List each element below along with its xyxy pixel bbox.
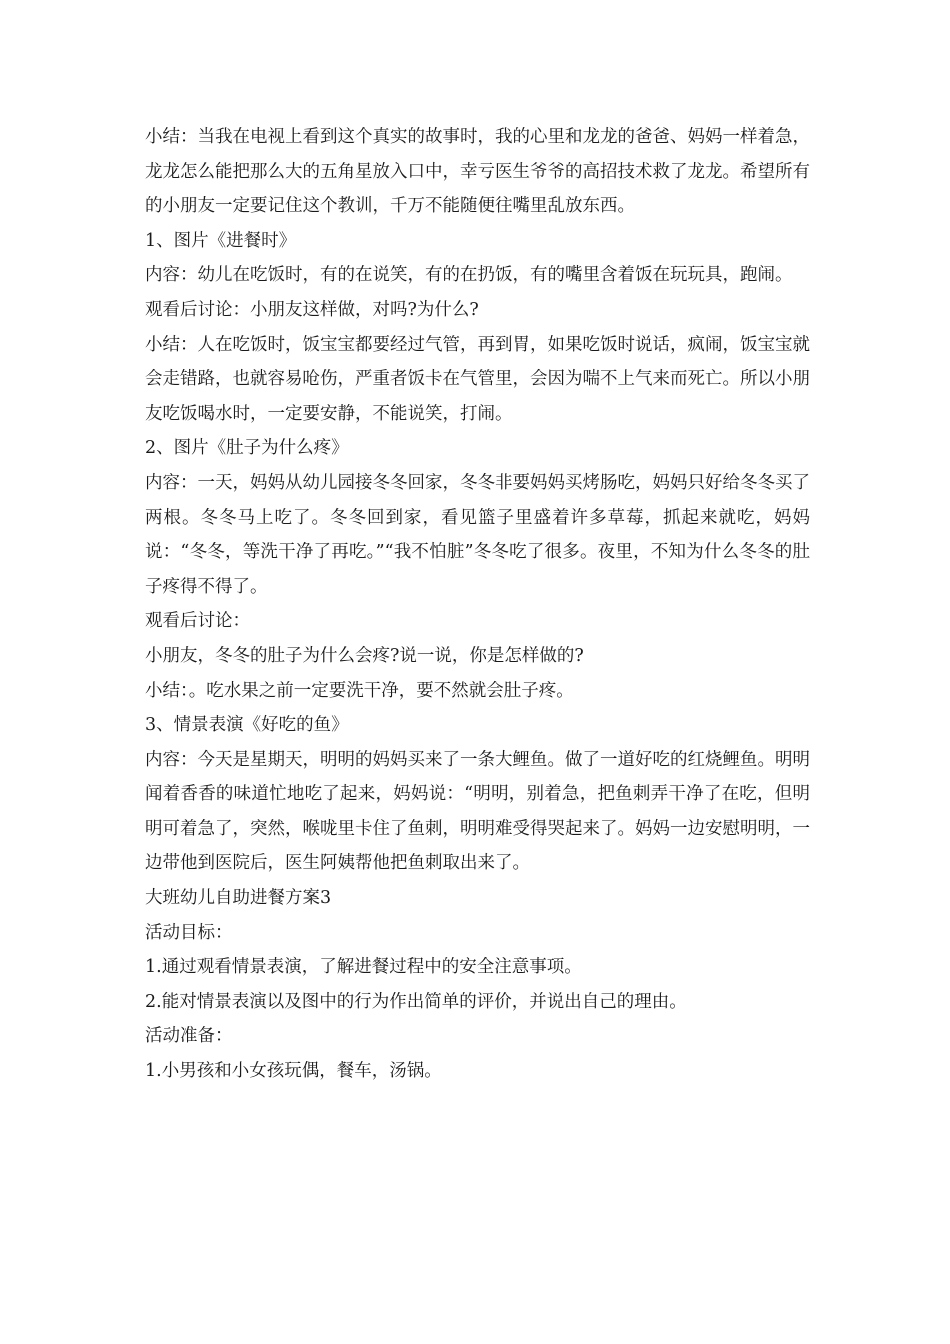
section-heading: 1、图片《进餐时》 — [145, 230, 297, 251]
content-paragraph: 内容：一天，妈妈从幼儿园接冬冬回家，冬冬非要妈妈买烤肠吃，妈妈只好给冬冬买了两根。冬冬马上吃了。冬冬回到家，看见篮子里盛着许多草莓，抓起来就吃，妈妈说：“冬冬，等洗干净了再吃。”“我不怕脏”冬冬吃了很多。夜里，不知为什么冬冬的肚子疼得不得了。 — [145, 472, 810, 597]
objectives-heading: 活动目标： — [145, 922, 233, 943]
content-paragraph: 内容：今天是星期天，明明的妈妈买来了一条大鲤鱼。做了一道好吃的红烧鲤鱼。明明闻着香香的味道忙地吃了起来，妈妈说：“明明，别着急，把鱼刺弄干净了在吃，但明明可着急了，突然，喉咙里卡住了鱼刺，明明难受得哭起来了。妈妈一边安慰明明，一边带他到医院后，医生阿姨帮他把鱼刺取出来了。 — [145, 749, 810, 874]
section-heading: 2、图片《肚子为什么疼》 — [145, 438, 349, 459]
preparation-item: 1.小男孩和小女孩玩偶，餐车，汤锅。 — [145, 1061, 442, 1082]
plan-title: 大班幼儿自助进餐方案3 — [145, 888, 332, 909]
discussion-paragraph: 观看后讨论： — [145, 611, 250, 632]
discussion-paragraph: 观看后讨论：小朋友这样做，对吗?为什么? — [145, 299, 479, 320]
summary-paragraph: 小结：人在吃饭时，饭宝宝都要经过气管，再到胃，如果吃饭时说话，疯闹，饭宝宝就会走错路，也就容易呛伤，严重者饭卡在气管里，会因为喘不上气来而死亡。所以小朋友吃饭喝水时，一定要安静，不能说笑，打闹。 — [145, 334, 810, 424]
content-paragraph: 内容：幼儿在吃饭时，有的在说笑，有的在扔饭，有的嘴里含着饭在玩玩具，跑闹。 — [145, 265, 793, 286]
summary-paragraph: 小结：。吃水果之前一定要洗干净，要不然就会肚子疼。 — [145, 680, 574, 701]
preparation-heading: 活动准备： — [145, 1026, 233, 1047]
objective-item: 1.通过观看情景表演，了解进餐过程中的安全注意事项。 — [145, 957, 582, 978]
objective-item: 2.能对情景表演以及图中的行为作出简单的评价，并说出自己的理由。 — [145, 991, 687, 1012]
document-body — [145, 120, 810, 1089]
discussion-question: 小朋友，冬冬的肚子为什么会疼?说一说，你是怎样做的? — [145, 645, 584, 666]
summary-paragraph: 小结：当我在电视上看到这个真实的故事时，我的心里和龙龙的爸爸、妈妈一样着急，龙龙怎么能把那么大的五角星放入口中，幸亏医生爷爷的高招技术救了龙龙。希望所有的小朋友一定要记住这个教训，千万不能随便往嘴里乱放东西。 — [145, 127, 810, 217]
section-heading: 3、情景表演《好吃的鱼》 — [145, 715, 349, 736]
